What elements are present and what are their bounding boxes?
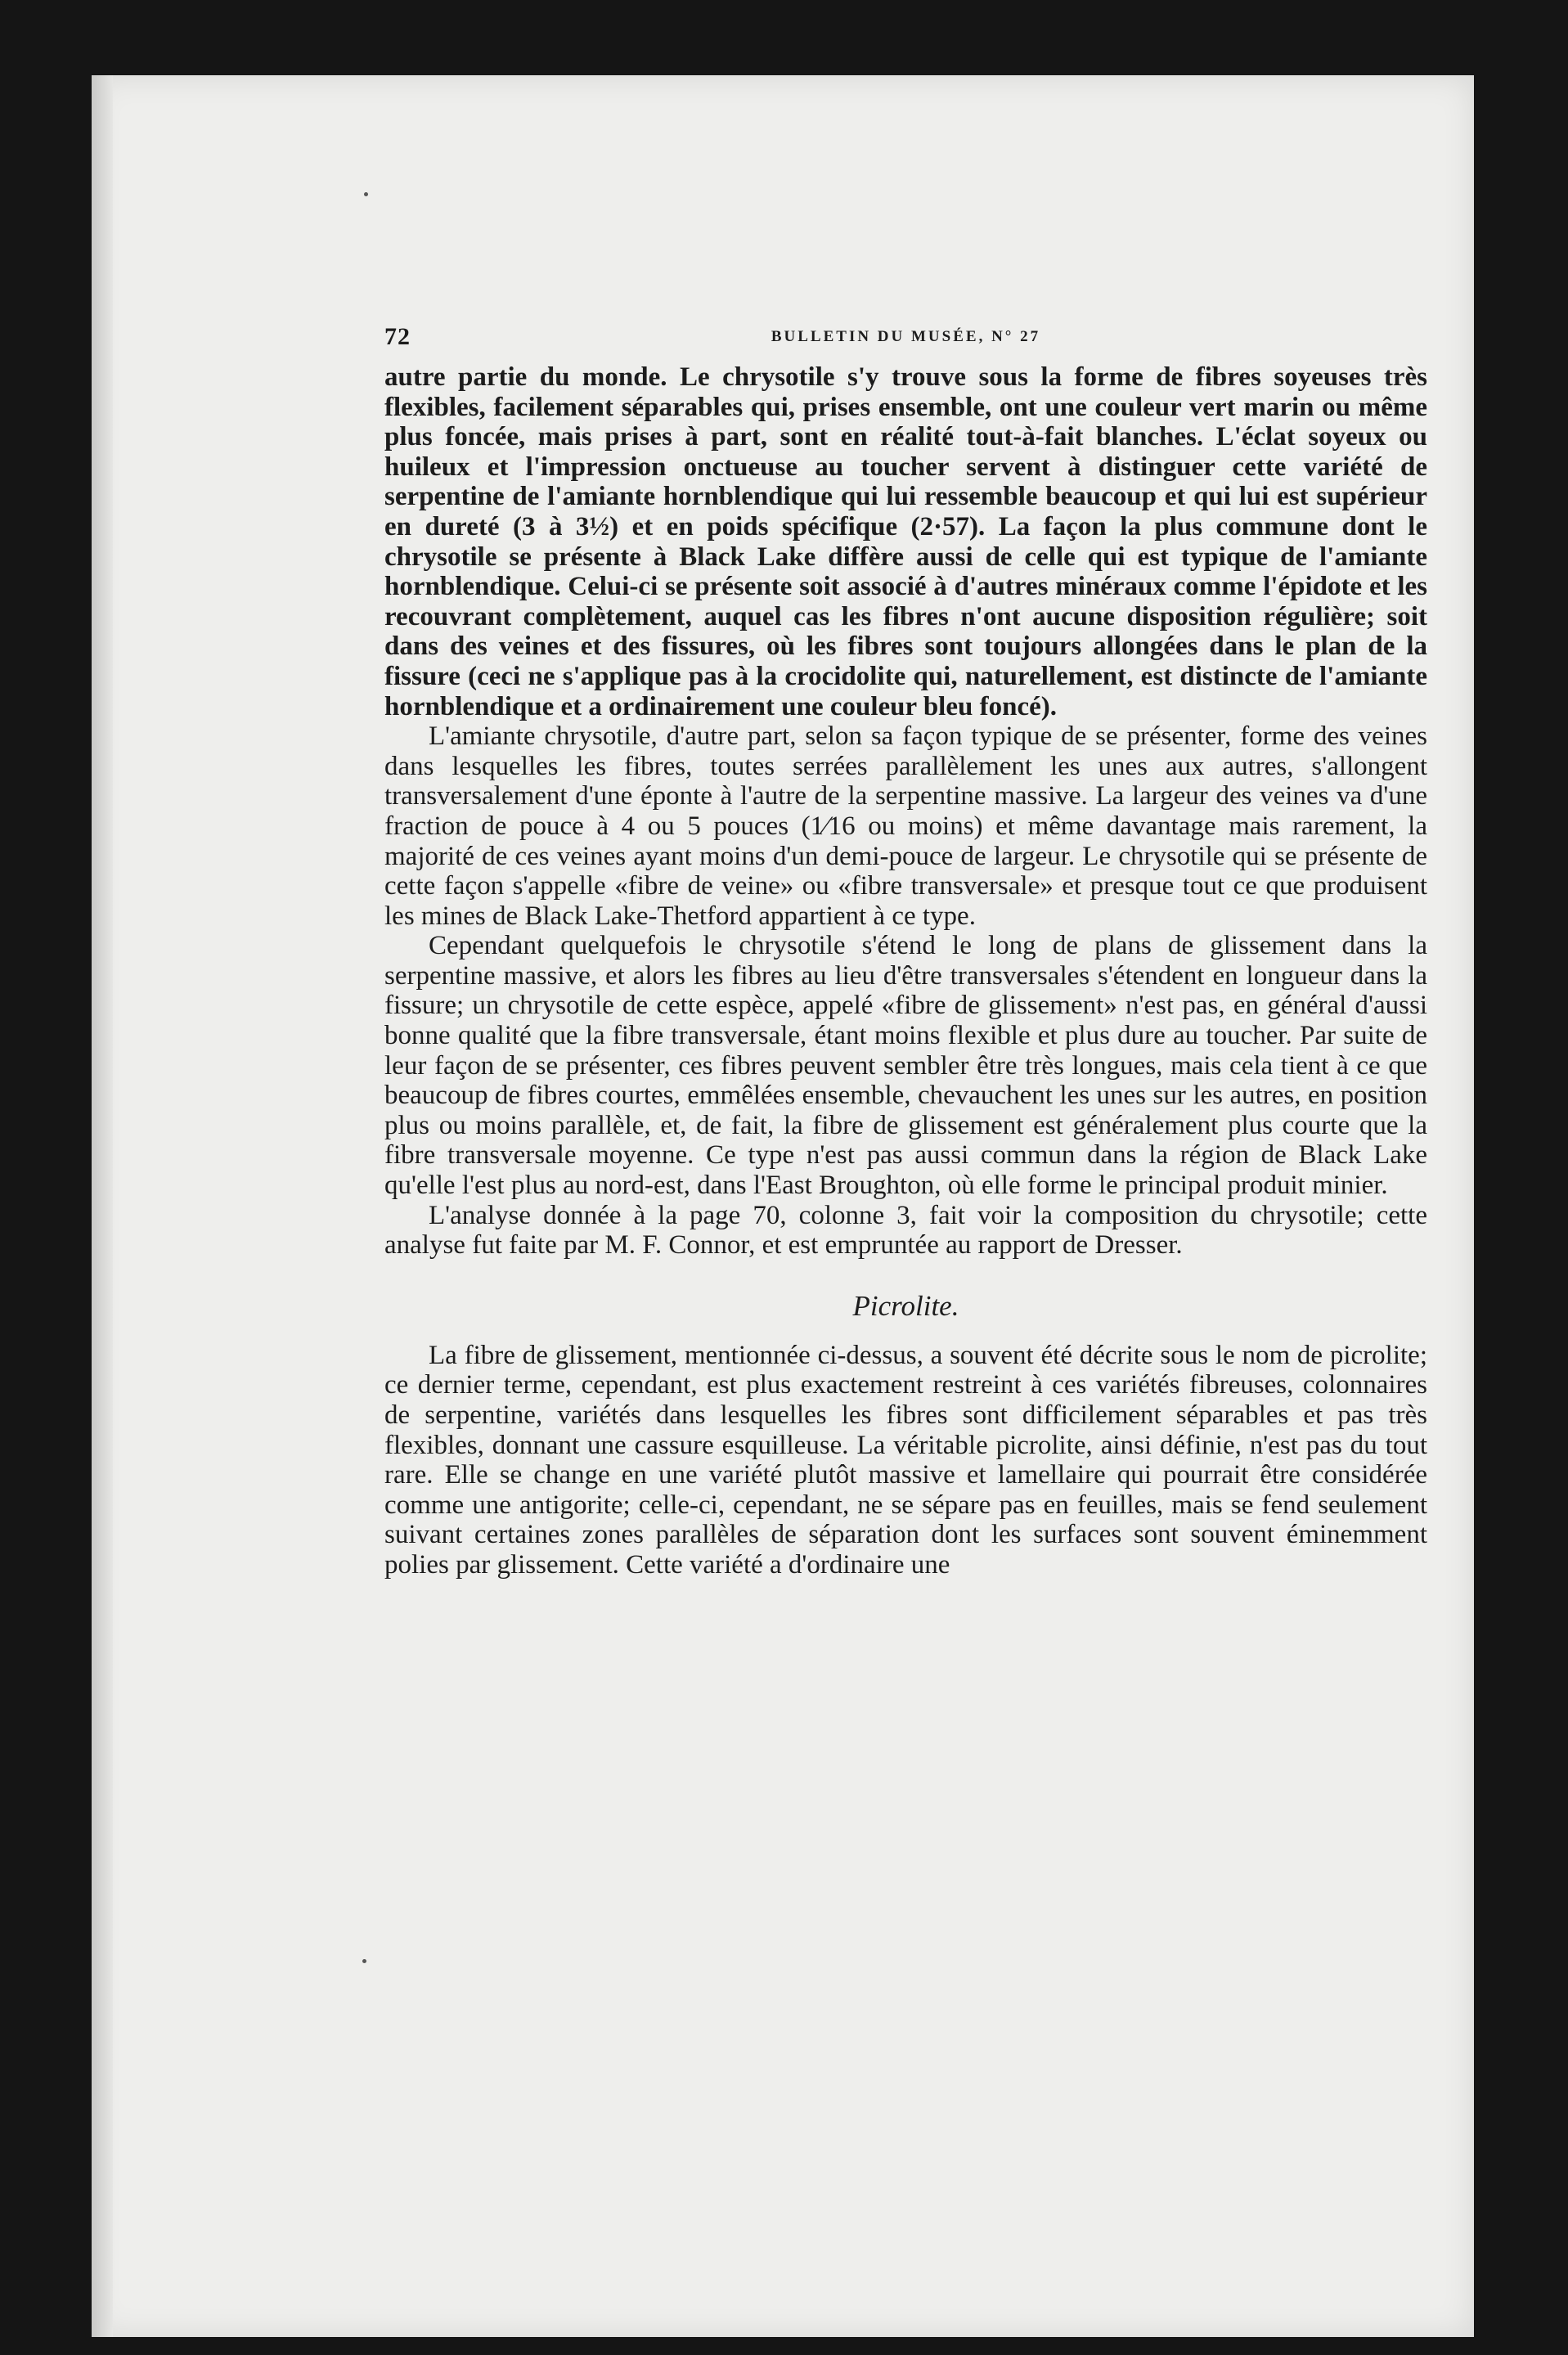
speck <box>364 192 368 196</box>
running-head <box>384 323 1427 351</box>
text-block <box>384 323 1427 1580</box>
paragraph-5: La fibre de glissement, mentionnée ci-dessus, a souvent été décrite sous le nom de picrolite; ce dernier terme, cependant, est plus exactement restreint à ces variétés fibreuses, colonnaires de serpentine, variétés dans lesquelles les fibres sont difficilement séparables et pas très flexibles, donnant une cassure esquilleuse. La véritable picrolite, ainsi définie, n'est pas du tout rare. Elle se change en une variété plutôt massive et lamellaire qui pourrait être considérée comme une antigorite; celle-ci, cependant, ne se sépare pas en feuilles, mais se fend seulement suivant certaines zones parallèles de séparation dont les surfaces sont souvent éminemment polies par glissement. Cette variété a d'ordinaire une <box>384 1340 1427 1580</box>
paragraph-2: L'amiante chrysotile, d'autre part, selon sa façon typique de se présenter, forme des veines dans lesquelles les fibres, toutes serrées parallèlement les unes aux autres, s'allongent transversalement d'une éponte à l'autre de la serpentine massive. La largeur des veines va d'une fraction de pouce à 4 ou 5 pouces (1⁄16 ou moins) et même davantage mais rarement, la majorité de ces veines ayant moins d'un demi-pouce de largeur. Le chrysotile qui se présente de cette façon s'appelle «fibre de veine» ou «fibre transversale» et presque tout ce que produisent les mines de Black Lake-Thetford appartient à ce type. <box>384 721 1427 931</box>
section-title: Picrolite. <box>852 1289 959 1322</box>
speck <box>362 1959 366 1963</box>
page-edge-shadow <box>92 75 113 2337</box>
paragraph-3: Cependant quelquefois le chrysotile s'étend le long de plans de glissement dans la serpentine massive, et alors les fibres au lieu d'être transversales s'étendent en longueur dans la fissure; un chrysotile de cette espèce, appelé «fibre de glissement» n'est pas, en général d'aussi bonne qualité que la fibre transversale, étant moins flexible et plus dure au toucher. Par suite de leur façon de se présenter, ces fibres peuvent sembler être très longues, mais cela tient à ce que beaucoup de fibres courtes, emmêlées ensemble, chevauchent les unes sur les autres, en position plus ou moins parallèle, et, de fait, la fibre de glissement est généralement plus courte que la fibre transversale moyenne. Ce type n'est pas aussi commun dans la région de Black Lake qu'elle l'est plus au nord-est, dans l'East Broughton, où elle forme le principal produit minier. <box>384 931 1427 1201</box>
paragraph-4: L'analyse donnée à la page 70, colonne 3, fait voir la composition du chrysotile; cette analyse fut faite par M. F. Connor, et est empruntée au rapport de Dresser. <box>384 1200 1427 1261</box>
page-number: 72 <box>384 323 411 350</box>
running-title: BULLETIN DU MUSÉE, N° 27 <box>771 328 1041 345</box>
paragraph-1: autre partie du monde. Le chrysotile s'y trouve sous la forme de fibres soyeuses très flexibles, facilement séparables qui, prises ensemble, ont une couleur vert marin ou même plus foncée, mais prises à part, sont en réalité tout-à-fait blanches. L'éclat soyeux ou huileux et l'impression onctueuse au toucher servent à distinguer cette variété de serpentine de l'amiante hornblendique qui lui ressemble beaucoup et qui lui est supérieur en dureté (3 à 3½) et en poids spécifique (2·57). La façon la plus commune dont le chrysotile se présente à Black Lake diffère aussi de celle qui est typique de l'amiante hornblendique. Celui-ci se présente soit associé à d'autres minéraux comme l'épidote et les recouvrant complètement, auquel cas les fibres n'ont aucune disposition régulière; soit dans des veines et des fissures, où les fibres sont toujours allongées dans le plan de la fissure (ceci ne s'applique pas à la crocidolite qui, naturellement, est distincte de l'amiante hornblendique et a ordinairement une couleur bleu foncé). <box>384 362 1427 721</box>
